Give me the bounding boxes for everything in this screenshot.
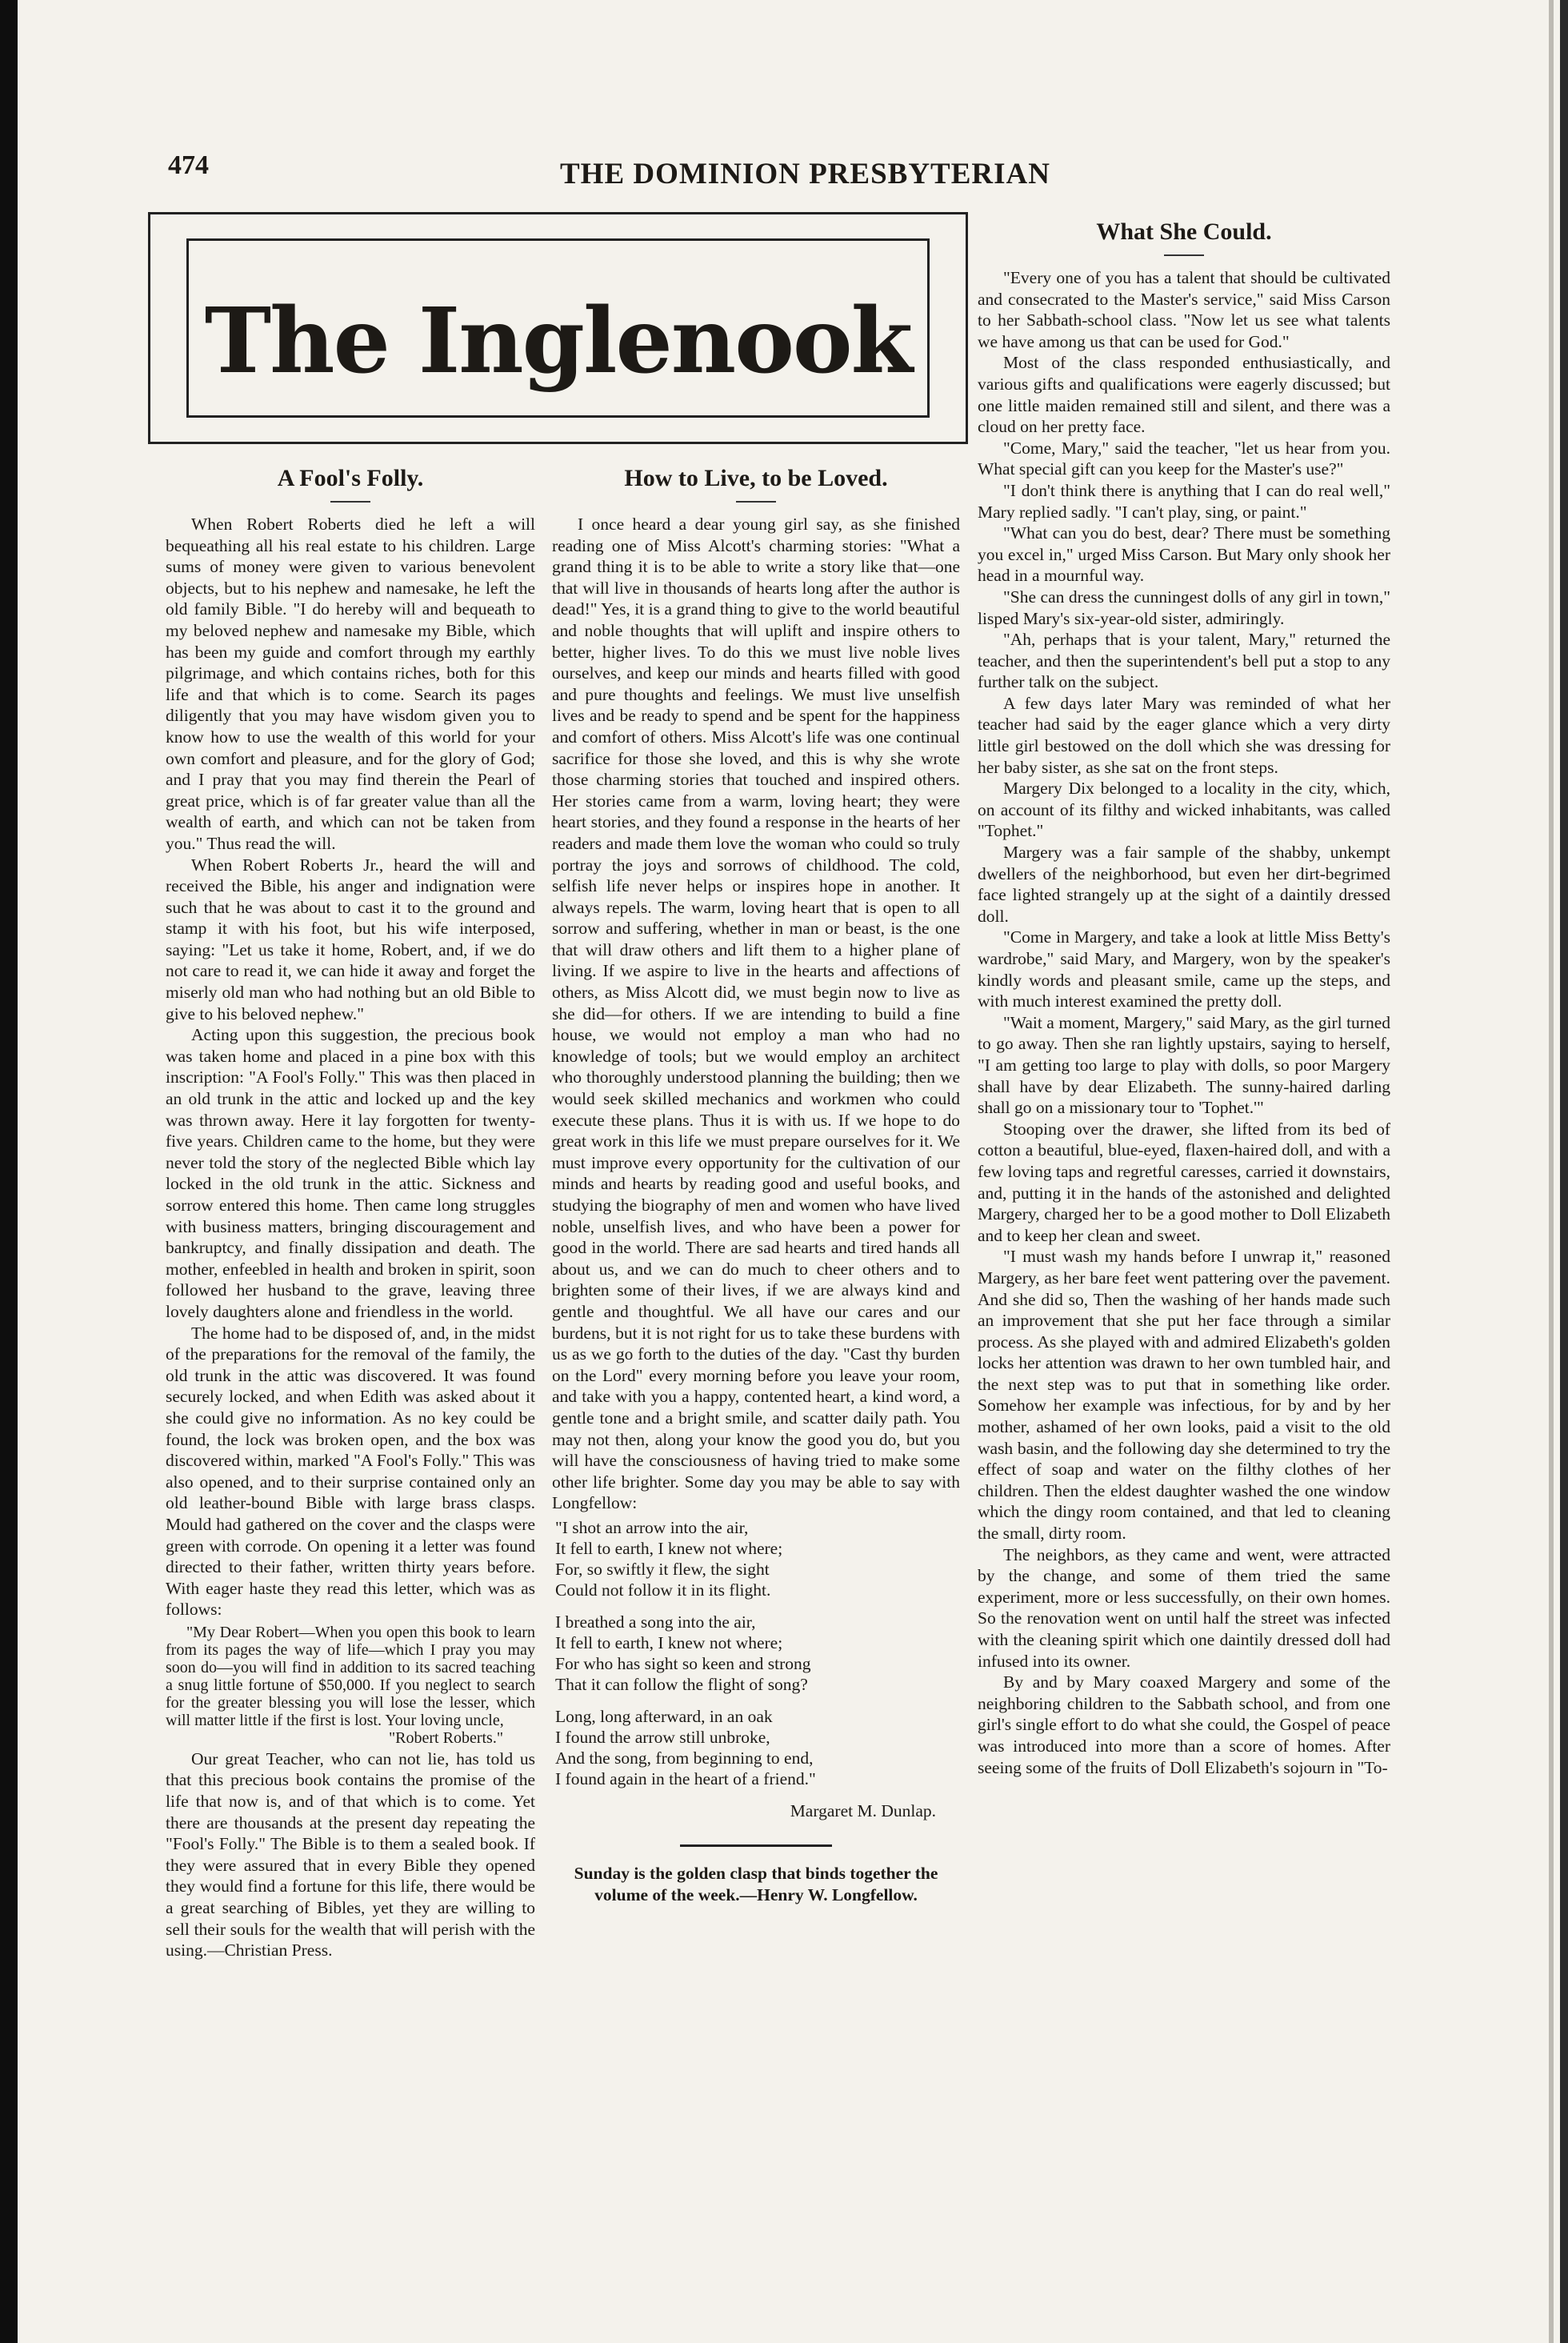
poem-stanza: [555, 1517, 960, 1600]
paragraph: Stooping over the drawer, she lifted from its bed of cotton a beautiful, blue-eyed, flaxen-haired doll, and with a few loving taps and regretful caresses, carried it downstairs, and, putting it in the hands of the astonished and delighted Margery, charged her to be a good mother to Doll Elizabeth and to keep her clean and sweet.: [978, 1119, 1390, 1245]
quoted-letter: [166, 1624, 535, 1747]
inglenook-title: The Inglenook: [204, 289, 912, 394]
paragraph: "Come, Mary," said the teacher, "let us hear from you. What special gift can you keep for the Master's use?": [978, 438, 1390, 479]
poem-line: Could not follow it in its flight.: [555, 1580, 771, 1600]
paragraph: A few days later Mary was reminded of what her teacher had said by the eager glance which a very dirty little girl bestowed on the doll which she was dressing for her baby sister, as she sat on the front steps.: [978, 693, 1390, 777]
paragraph: "Come in Margery, and take a look at little Miss Betty's wardrobe," said Mary, and Margery, won by the speaker's kindly words and pleasant smile, came up the steps, and with much interest examined the pretty doll.: [978, 927, 1390, 1011]
column-fools-folly: [166, 464, 535, 1961]
paragraph: "Wait a moment, Margery," said Mary, as the girl turned to go away. Then she ran lightly upstairs, saying to herself, "I am getting too large to play with dolls, so poor Margery shall have by dear Elizabeth. The sunny-haired darling shall go on a missionary tour to 'Tophet.'": [978, 1012, 1390, 1118]
column-how-to-live: [552, 464, 960, 1906]
poem-stanza: [555, 1612, 960, 1695]
poem: [552, 1517, 960, 1789]
paragraph: Acting upon this suggestion, the precious book was taken home and placed in a pine box with this inscription: "A Fool's Folly." This was then placed in an old trunk in the attic and locked up and the key was thrown away. Here it lay forgotten for twenty-five years. Children came to the home, but they were never told the story of the neglected Bible which lay locked in the old trunk in the attic. Sickness and sorrow entered this home. Then came long struggles with business matters, bringing discouragement and bankruptcy, and finally dissipation and death. The mother, enfeebled in health and broken in spirit, soon followed her husband to the grave, leaving three lovely daughters alone and friendless in the world.: [166, 1025, 535, 1321]
paragraph: The home had to be disposed of, and, in the midst of the preparations for the removal of the family, the old trunk in the attic was discovered. It was found securely locked, and when Edith was asked about it she could give no information. As no key could be found, the lock was broken open, and the box was discovered within, marked "A Fool's Folly." This was also opened, and to their surprise contained only an old leather-bound Bible with large brass clasps. Mould had gathered on the cover and the clasps were green with corrode. On opening it a letter was found directed to their father, written thirty years before. With eager haste they read this letter, which was as follows:: [166, 1323, 535, 1620]
heading-rule: [330, 501, 370, 503]
inglenook-banner-inner-frame: [186, 238, 930, 418]
poem-line: It fell to earth, I knew not where;: [555, 1538, 783, 1558]
paragraph: By and by Mary coaxed Margery and some of the neighboring children to the Sabbath school, and from one girl's single effort to do what she could, the Gospel of peace was introduced into more than a score of homes. After seeing some of the fruits of Doll Elizabeth's sojourn in "To-: [978, 1672, 1390, 1777]
article-heading: How to Live, to be Loved.: [624, 465, 888, 491]
paragraph: Our great Teacher, who can not lie, has told us that this precious book contains the promise of the life that now is, and of that which is to come. Yet there are thousands at the present day repeating the "Fool's Folly." The Bible is to them a sealed book. If they were assured that in every Bible they opened they would find a fortune for this life, there would be a great searching of Bibles, yet they are willing to sell their souls for the wealth that will perish with the using.—Christian Press.: [166, 1748, 535, 1961]
paragraph: Margery was a fair sample of the shabby, unkempt dwellers of the neighborhood, but even her dirt-begrimed face lighted strangely up at the sight of a daintily dressed doll.: [978, 843, 1390, 926]
paragraph: "Every one of you has a talent that should be cultivated and consecrated to the Master's service," said Miss Carson to her Sabbath-school class. "Now let us see what talents we have among us that can be used for God.": [978, 268, 1390, 351]
column-what-she-could: [978, 218, 1390, 1778]
poem-line: "I shot an arrow into the air,: [555, 1517, 749, 1537]
paragraph: I once heard a dear young girl say, as she finished reading one of Miss Alcott's charming stories: "What a grand thing it is to be able to write a story like that—one that will live in thousands of hearts long after the author is dead!" Yes, it is a grand thing to give to the world beautiful and noble thoughts that will uplift and inspire others to better, higher lives. To do this we must live noble lives ourselves, and keep our minds and hearts filled with good and pure thoughts and feelings. We must live unselfish lives and be ready to spend and be spent for the happiness and comfort of others. Miss Alcott's life was one continual sacrifice for those she loved, and this is why she wrote those charming stories that touched and inspired others. Her stories came from a warm, loving heart; they were heart stories, and they found a response in the hearts of her readers and made them love the woman who could so truly portray the joys and sorrows of childhood. The cold, selfish life never helps or inspires hope in another. It always repels. The warm, loving heart that is open to all sorrow and suffering, whether in man or beast, is the one that will draw others and lift them to a higher plane of living. If we aspire to live in the hearts and affections of others, as Miss Alcott did, we must begin now to live as she did—for others. If we are intending to build a fine house, we would not employ a man who had no knowledge of tools; but we would employ an architect who thoroughly understood planning the building; then we would seek skilled mechanics and workmen who could execute these plans. Thus it is with us. If we hope to do great work in this life we must prepare ourselves for it. We must improve every opportunity for the cultivation of our minds and hearts by reading good and useful books, and studying the biography of men and women who have lived noble, unselfish lives, and who have been a power for good in the world. There are sad hearts and tired hands all about us, and we can do much to cheer others and to brighten some of their lives, if we are always kind and gentle and thoughtful. We all have our cares and our burdens, but it is not right for us to take these burdens with us as we go forth to the duties of the day. "Cast thy burden on the Lord" every morning before you leave your room, and take with you a happy, contented heart, a kind word, a gentle tone and a bright smile, and scatter daily path. You may not then, along your know the good you do, but you will have the consciousness of having tried to make some other life brighter. Some day you may be able to say with Longfellow:: [552, 515, 960, 1513]
letter-text: "My Dear Robert—When you open this book to learn from its pages the way of life—which I pray you may soon do—you will find in addition to its sacred teaching a snug little fortune of $50,000. If you neglect to search for the greater blessing you will lose the lesser, which will matter little if the first is lost. Your loving uncle,: [166, 1623, 535, 1729]
poem-author: Margaret M. Dunlap.: [790, 1800, 936, 1820]
paragraph: When Robert Roberts died he left a will bequeathing all his real estate to his children. Large sums of money were given to various benevolent objects, but to his nephew and namesake, he left the old family Bible. "I do hereby will and bequeath to my beloved nephew and namesake my Bible, which has been my guide and comfort through my earthly pilgrimage, and which contains riches, both for this life and that which is to come. Search its pages diligently that you may have wisdom given you to know how to use the wealth of this world for your own comfort and pleasure, and for the glory of God; and I pray that you may find therein the Pearl of great price, which is of far greater value than all the wealth of earth, and which can not be taken from you." Thus read the will.: [166, 515, 535, 853]
page-number: 474: [168, 150, 209, 180]
poem-line: I breathed a song into the air,: [555, 1612, 756, 1632]
letter-signature: "Robert Roberts.": [389, 1728, 503, 1747]
poem-line: Long, long afterward, in an oak: [555, 1706, 773, 1726]
heading-rule: [736, 501, 776, 503]
paragraph: "I must wash my hands before I unwrap it," reasoned Margery, as her bare feet went pattering over the pavement. And she did so, Then the washing of her hands made such an improvement that she put her face through a similar process. As she played with and admired Elizabeth's golden locks her attention was drawn to her own tumbled hair, and the next step was to put that in something like order. Somehow her example was infectious, for by and by her mother, ashamed of her own looks, paid a visit to the old wash basin, and the following day she determined to try the effect of soap and water on the filthy clothes of her children. Then the eldest daughter washed the one window which the dingy room contained, and that led to cleaning the small, dirty room.: [978, 1247, 1390, 1544]
poem-stanza: [555, 1706, 960, 1789]
poem-line: For, so swiftly it flew, the sight: [555, 1559, 770, 1579]
inglenook-banner: [148, 212, 968, 444]
paragraph: "What can you do best, dear? There must be something you excel in," urged Miss Carson. But Mary only shook her head in a mournful way.: [978, 523, 1390, 586]
article-heading: What She Could.: [1096, 218, 1272, 245]
scan-edge-left: [0, 0, 18, 2343]
paragraph: The neighbors, as they came and went, were attracted by the change, and some of them tried the same experiment, more or less successfully, on their own homes. So the renovation went on until half the street was infected with the cleaning spirit which one daintily dressed doll had infused into its owner.: [978, 1544, 1390, 1671]
poem-line: That it can follow the flight of song?: [555, 1674, 808, 1694]
scan-edge-right: [1560, 0, 1568, 2343]
longfellow-note: Sunday is the golden clasp that binds together the volume of the week.—Henry W. Longfellow.: [574, 1863, 938, 1904]
paragraph: When Robert Roberts Jr., heard the will and received the Bible, his anger and indignation were such that he was about to cast it to the ground and stamp it with his foot, but his wife interposed, saying: "Let us take it home, Robert, and, if we do not care to read it, we can hide it away and forget the miserly old man who had nothing but an old Bible to give to his beloved nephew.": [166, 855, 535, 1023]
poem-line: And the song, from beginning to end,: [555, 1748, 814, 1768]
poem-line: It fell to earth, I knew not where;: [555, 1632, 783, 1652]
poem-line: I found the arrow still unbroke,: [555, 1727, 770, 1747]
poem-line: I found again in the heart of a friend.": [555, 1768, 816, 1788]
scan-edge-right-inner: [1549, 0, 1554, 2343]
section-divider: [680, 1844, 832, 1847]
paragraph: "She can dress the cunningest dolls of any girl in town," lisped Mary's six-year-old sister, admiringly.: [978, 587, 1390, 628]
paragraph: Most of the class responded enthusiastically, and various gifts and qualifications were eagerly discussed; but one little maiden remained still and silent, and there was a cloud on her pretty face.: [978, 353, 1390, 437]
running-head: THE DOMINION PRESBYTERIAN: [560, 158, 1050, 190]
paragraph: Margery Dix belonged to a locality in the city, which, on account of its filthy and wicked inhabitants, was called "Tophet.": [978, 779, 1390, 841]
poem-line: For who has sight so keen and strong: [555, 1653, 811, 1673]
paragraph: "Ah, perhaps that is your talent, Mary," returned the teacher, and then the superintendent's bell put a stop to any further talk on the subject.: [978, 630, 1390, 692]
paragraph: "I don't think there is anything that I can do real well," Mary replied sadly. "I can't play, sing, or paint.": [978, 480, 1390, 522]
heading-rule: [1164, 254, 1204, 256]
article-heading: A Fool's Folly.: [277, 465, 424, 491]
